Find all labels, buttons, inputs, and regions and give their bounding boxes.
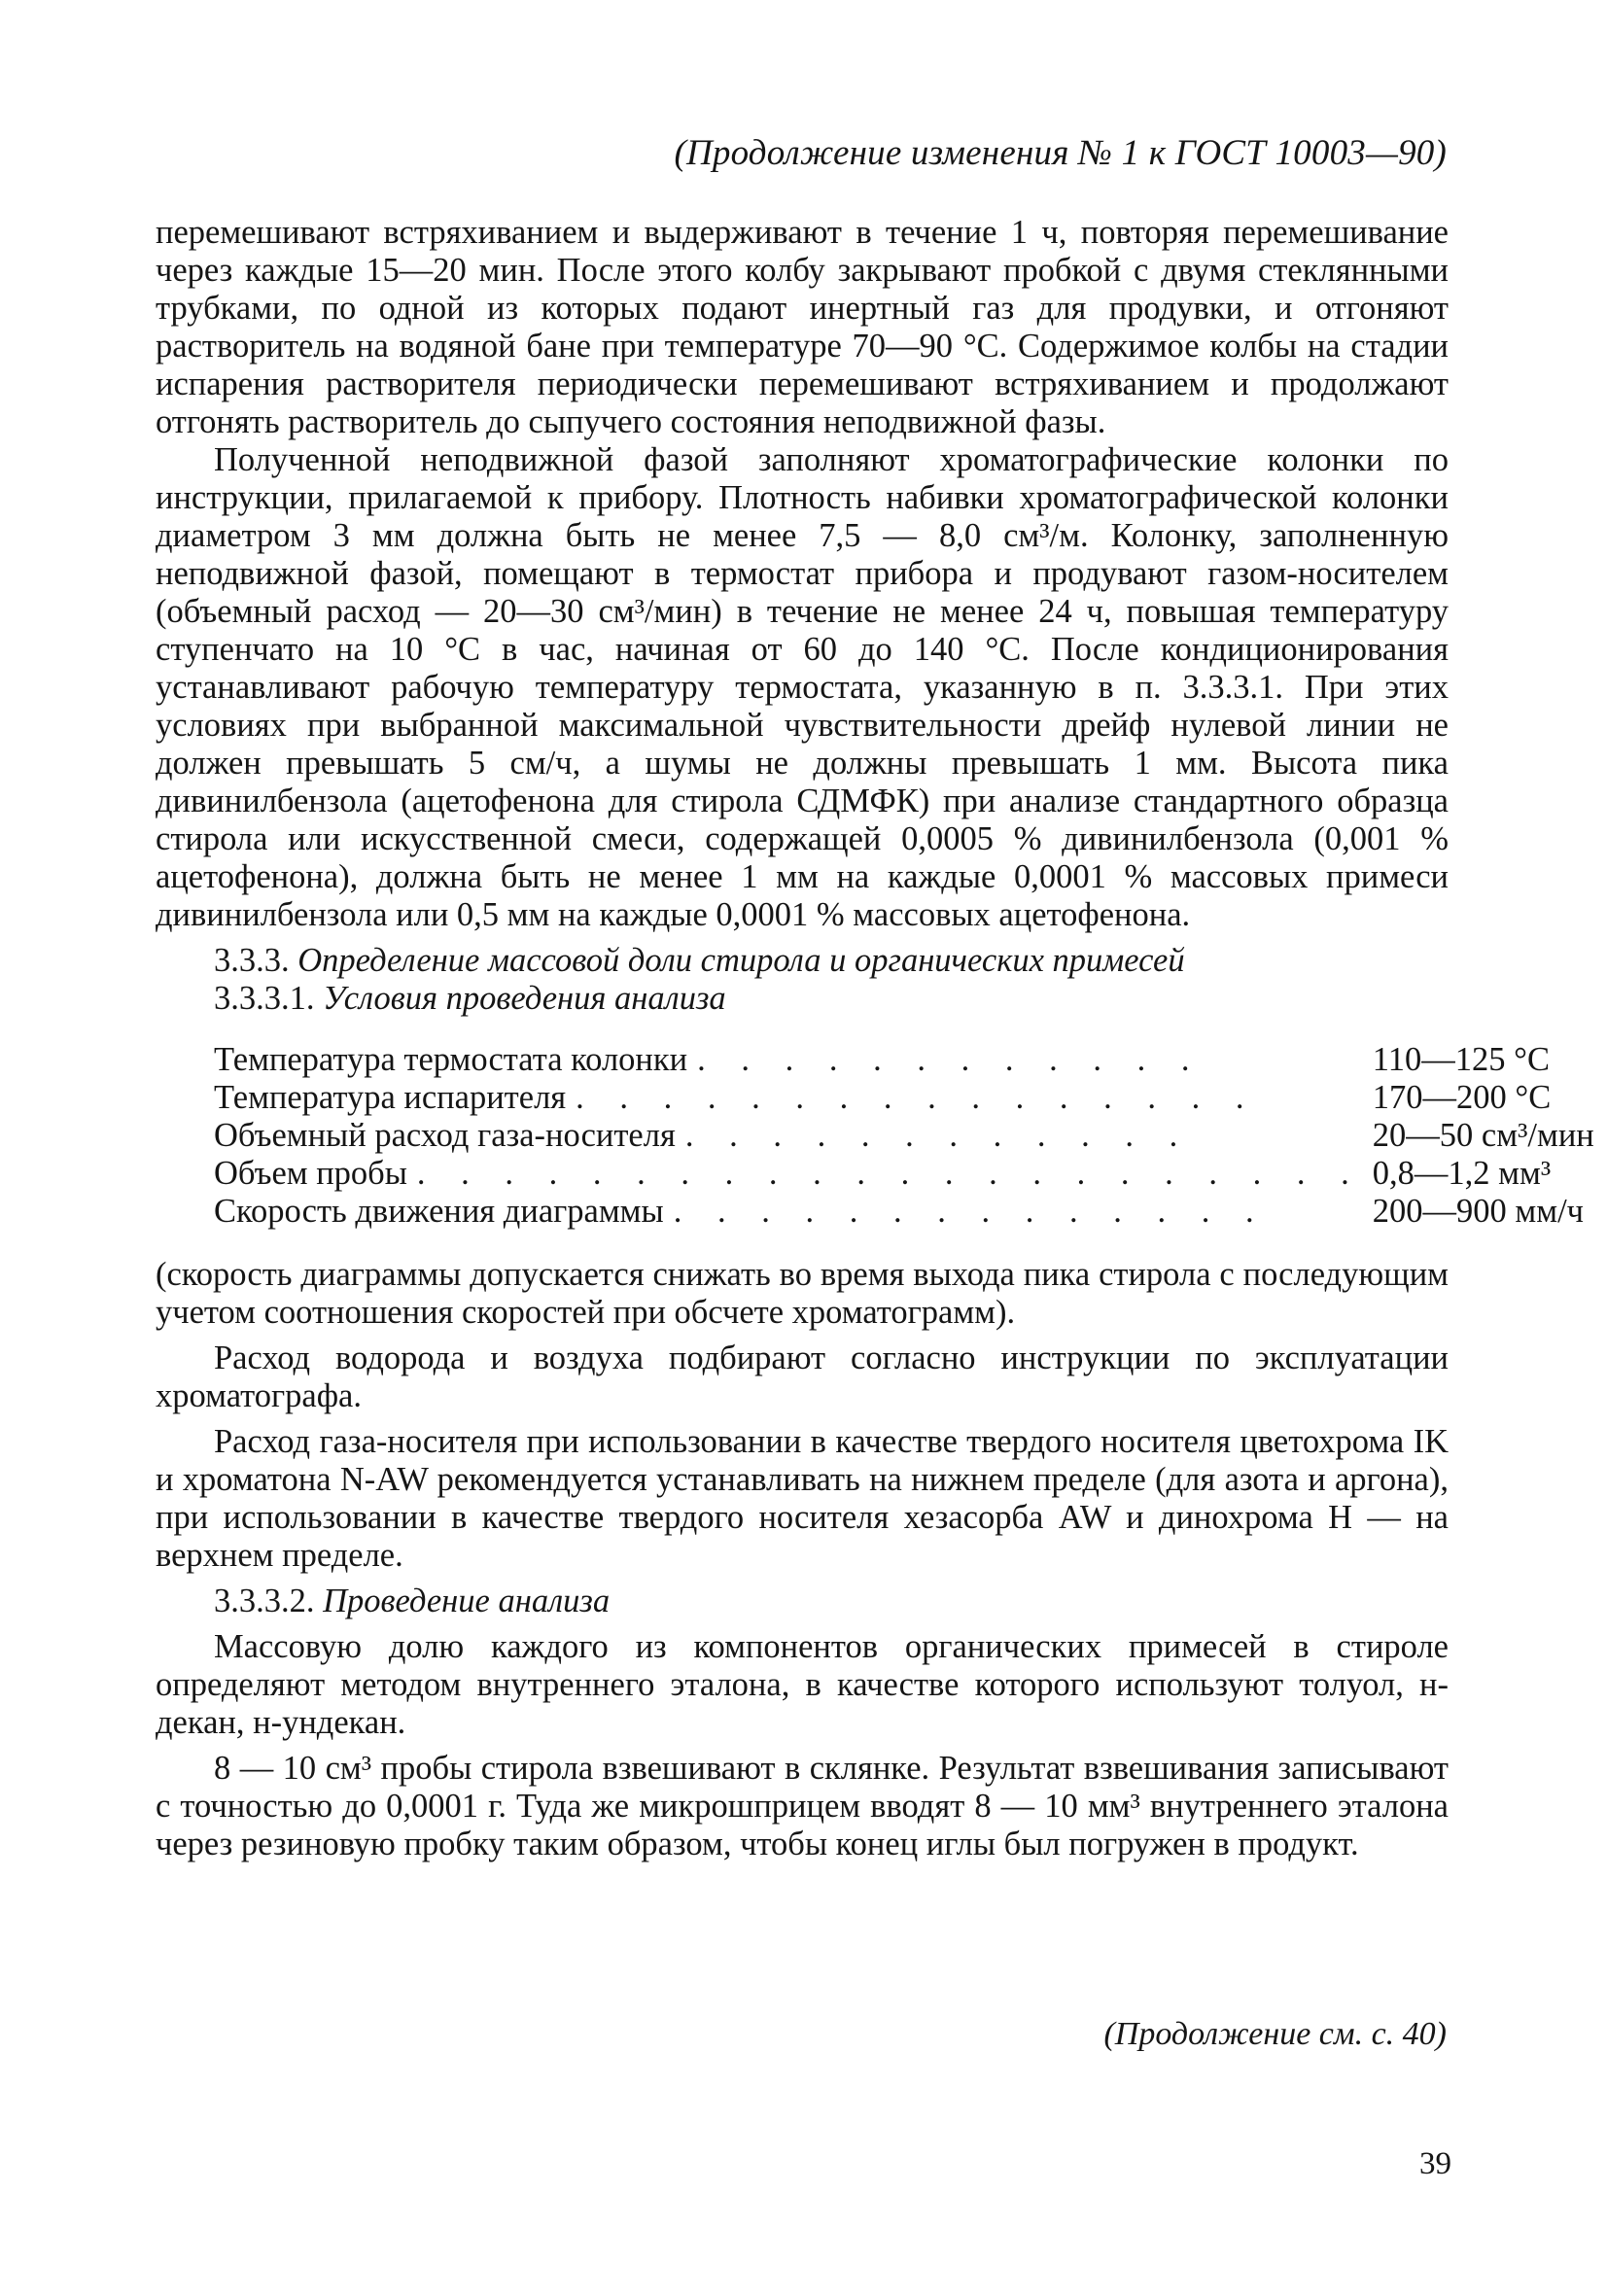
section-heading-3-3-3-1 <box>156 980 1449 1018</box>
paragraph-diagram-speed: (скорость диаграммы допускается снижать во время выхода пика стирола с последующим учетом соотношения скоростей при обсчете хроматограмм). <box>156 1256 1449 1331</box>
condition-label: Объем пробы <box>214 1155 417 1192</box>
condition-label: Объемный расход газа-носителя <box>214 1117 685 1154</box>
paragraph-internal-standard: Массовую долю каждого из компонентов органических примесей в стироле определяют методом внутреннего эталона, в качестве которого используют толуол, н-декан, н-ундекан. <box>156 1628 1449 1741</box>
condition-label: Скорость движения диаграммы <box>214 1193 674 1230</box>
section-title: Определение массовой доли стирола и органических примесей <box>297 942 1185 979</box>
dot-leader: . . . . . . . . . . . . . . . . <box>576 1079 1258 1116</box>
table-row <box>214 1155 1594 1193</box>
analysis-conditions-table <box>214 1041 1594 1231</box>
condition-value: 200—900 мм/ч <box>1372 1193 1585 1230</box>
table-row <box>214 1041 1594 1079</box>
condition-label: Температура термостата колонки <box>214 1041 697 1078</box>
running-title: (Продолжение изменения № 1 к ГОСТ 10003—90) <box>674 133 1447 173</box>
page-number: 39 <box>1419 2146 1451 2181</box>
section-number: 3.3.3.1. <box>214 980 315 1017</box>
dot-leader: . . . . . . . . . . . . . . <box>673 1193 1268 1230</box>
paragraph-carrier-gas: Расход газа-носителя при использовании в качестве твердого носителя цветохрома IK и хроматона N-AW рекомендуется устанавливать на нижнем пределе (для азота и аргона), при использовании в качестве твердого носителя хезасорба AW и динохрома H — на верхнем пределе. <box>156 1423 1449 1574</box>
table-row <box>214 1079 1594 1117</box>
condition-value: 170—200 °С <box>1372 1079 1552 1116</box>
condition-value: 20—50 см³/мин <box>1372 1117 1594 1154</box>
paragraph-mixing: перемешивают встряхиванием и выдерживают в течение 1 ч, повторяя перемешивание через каждые 15—20 мин. После этого колбу закрывают пробкой с двумя стеклянными трубками, по одной из которых подают инертный газ для продувки, и отгоняют растворитель на водяной бане при температуре 70—90 °С. Содержимое колбы на стадии испарения растворителя периодически перемешивают встряхиванием и продолжают отгонять растворитель до сыпучего состояния неподвижной фазы. <box>156 214 1449 440</box>
condition-value: 0,8—1,2 мм³ <box>1372 1155 1552 1192</box>
section-title: Проведение анализа <box>323 1583 611 1619</box>
section-number: 3.3.3.2. <box>214 1583 315 1619</box>
paragraph-hydrogen-air: Расход водорода и воздуха подбирают согласно инструкции по эксплуатации хроматографа. <box>156 1339 1449 1414</box>
table-row <box>214 1193 1594 1231</box>
paragraph-sample-weighing: 8 — 10 см³ пробы стирола взвешивают в склянке. Результат взвешивания записывают с точностью до 0,0001 г. Туда же микрошприцем вводят 8 — 10 мм³ внутреннего эталона через резиновую пробку таким образом, чтобы конец иглы был погружен в продукт. <box>156 1750 1449 1862</box>
condition-label: Температура испарителя <box>214 1079 576 1116</box>
table-row <box>214 1117 1594 1155</box>
section-heading-3-3-3-2 <box>156 1583 1449 1620</box>
section-number: 3.3.3. <box>214 942 290 979</box>
section-title: Условия проведения анализа <box>323 980 726 1017</box>
document-body <box>156 214 1594 1863</box>
condition-value: 110—125 °С <box>1372 1041 1550 1078</box>
dot-leader: . . . . . . . . . . . . . . . . . . . . . . <box>416 1155 1363 1192</box>
section-heading-3-3-3 <box>156 942 1449 980</box>
paragraph-column-filling: Полученной неподвижной фазой заполняют хроматографические колонки по инструкции, прилагаемой к прибору. Плотность набивки хроматографической колонки диаметром 3 мм должна быть не менее 7,5 — 8,0 см³/м. Колонку, заполненную неподвижной фазой, помещают в термостат прибора и продувают газом-носителем (объемный расход — 20—30 см³/мин) в течение не менее 24 ч, повышая температуру ступенчато на 10 °С в час, начиная от 60 до 140 °С. После кондиционирования устанавливают рабочую температуру термостата, указанную в п. 3.3.3.1. При этих условиях при выбранной максимальной чувствительности дрейф нулевой линии не должен превышать 5 см/ч, а шумы не должны превышать 1 мм. Высота пика дивинилбензола (ацетофенона для стирола СДМФК) при анализе стандартного образца стирола или искусственной смеси, содержащей 0,0005 % дивинилбензола (0,001 % ацетофенона), должна быть не менее 1 мм на каждые 0,0001 % массовых примеси дивинилбензола или 0,5 мм на каждые 0,0001 % массовых ацетофенона. <box>156 441 1449 933</box>
dot-leader: . . . . . . . . . . . . <box>684 1117 1192 1154</box>
dot-leader: . . . . . . . . . . . . <box>697 1041 1204 1078</box>
continuation-note: (Продолжение см. с. 40) <box>1103 2016 1447 2052</box>
